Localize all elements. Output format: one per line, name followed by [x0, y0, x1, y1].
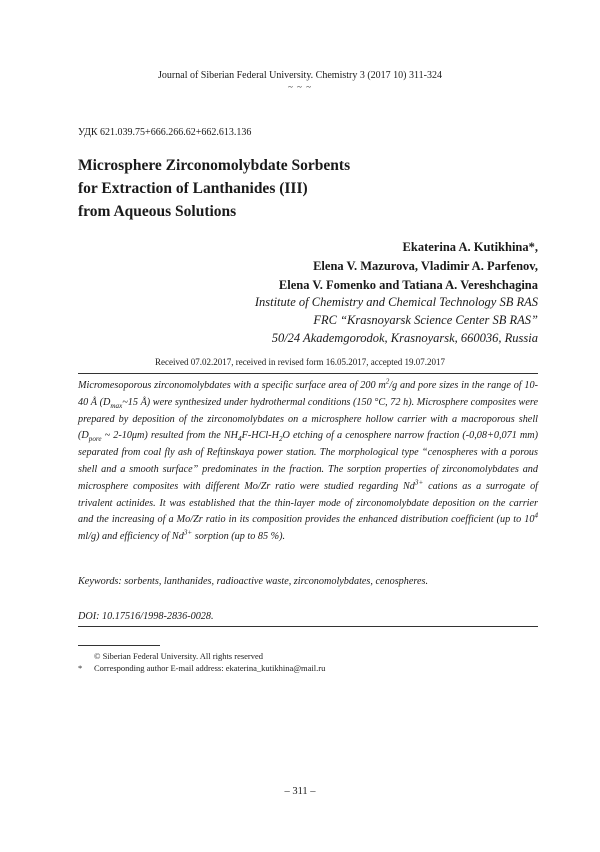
doi: DOI: 10.17516/1998-2836-0028.	[78, 611, 214, 622]
journal-header: Journal of Siberian Federal University. Chemistry 3 (2017 10) 311-324	[158, 70, 442, 81]
abstract-bottom-rule	[78, 626, 538, 627]
abstract-sup: 3+	[414, 478, 424, 487]
udk-code: УДК 621.039.75+666.266.62+662.613.136	[78, 127, 252, 138]
abstract-sup: 2	[385, 377, 390, 386]
title-line-1: Microsphere Zirconomolybdate Sorbents	[78, 157, 351, 174]
abstract-sub: 4	[238, 435, 242, 444]
keywords: Keywords: sorbents, lanthanides, radioactive waste, zirconomolybdates, cenospheres.	[78, 576, 429, 587]
affiliation-line-2: FRC “Krasnoyarsk Science Center SB RAS”	[313, 313, 538, 327]
abstract-seg: ml/g) and efficiency of Nd	[78, 531, 184, 543]
abstract-seg: O etching of a cenosphere narrow fraction (-0,08+0,071 mm) separated from coal fly ash of Reftinskaya power station. The morphological type “cenospheres with a porous shell and a smooth surface” predominates in the fraction. The sorption properties of zirconomolybdates and microsphere composites with different Mo/Zr ratio were studied regarding Nd	[78, 430, 538, 492]
received-dates: Received 07.02.2017, received in revised form 16.05.2017, accepted 19.07.2017	[155, 357, 445, 367]
footnote-rule	[78, 645, 160, 646]
footnote-asterisk: *	[78, 663, 83, 673]
abstract-seg: ~15 Å) were synthesized under hydrothermal conditions (150 °C, 72 h). Microsphere composites were prepared by deposition of the zirconomolybdates on a microsphere hollow carrier with a macroporous shell (D	[78, 396, 538, 442]
affiliation	[255, 293, 538, 347]
abstract-sub: pore	[88, 435, 102, 444]
author-list	[279, 238, 538, 295]
abstract-sub: 2	[278, 435, 283, 444]
abstract-sub: max	[110, 401, 123, 410]
abstract-top-rule	[78, 373, 538, 374]
abstract-text	[78, 378, 538, 546]
paper-title	[78, 154, 350, 223]
abstract	[78, 378, 538, 546]
footnote-copyright	[78, 651, 263, 661]
affiliation-line-3: 50/24 Akademgorodok, Krasnoyarsk, 660036, Russia	[271, 331, 538, 345]
author-line-2: Elena V. Mazurova, Vladimir A. Parfenov,	[313, 259, 538, 273]
title-line-2: for Extraction of Lanthanides (III)	[78, 180, 308, 197]
author-line-1: Ekaterina A. Kutikhina*,	[402, 240, 538, 254]
copyright-text: © Siberian Federal University. All rights reserved	[94, 651, 264, 661]
abstract-sup: 4	[534, 511, 538, 520]
page-number: – 311 –	[284, 786, 316, 797]
abstract-sup: 3+	[183, 528, 193, 537]
corresponding-email-text: Corresponding author E-mail address: ekaterina_kutikhina@mail.ru	[94, 663, 326, 673]
header-separator: ~ ~ ~	[287, 82, 313, 92]
title-line-3: from Aqueous Solutions	[78, 203, 237, 220]
abstract-seg: /g and pore sizes in the range of 10-40 Å (D	[78, 380, 538, 408]
abstract-seg: sorption (up to 85 %).	[192, 531, 286, 543]
abstract-seg: Micromesoporous zirconomolybdates with a specific surface area of 200 m	[78, 380, 386, 391]
abstract-seg: cations as a surrogate of trivalent actinides. It was established that the thin-layer mode of zirconomolybdate deposition on the carrier and the increasing of a Mo/Zr ratio in its composition provides the enhanced distribution coefficient (up to 10	[78, 480, 538, 526]
footnote-corresponding	[78, 663, 325, 673]
affiliation-line-1: Institute of Chemistry and Chemical Technology SB RAS	[254, 295, 538, 309]
author-line-3: Elena V. Fomenko and Tatiana A. Vereshchagina	[278, 278, 538, 292]
abstract-seg: F-HCl-H	[241, 430, 279, 442]
abstract-seg: ~ 2-10μm) resulted from the NH	[101, 430, 239, 442]
